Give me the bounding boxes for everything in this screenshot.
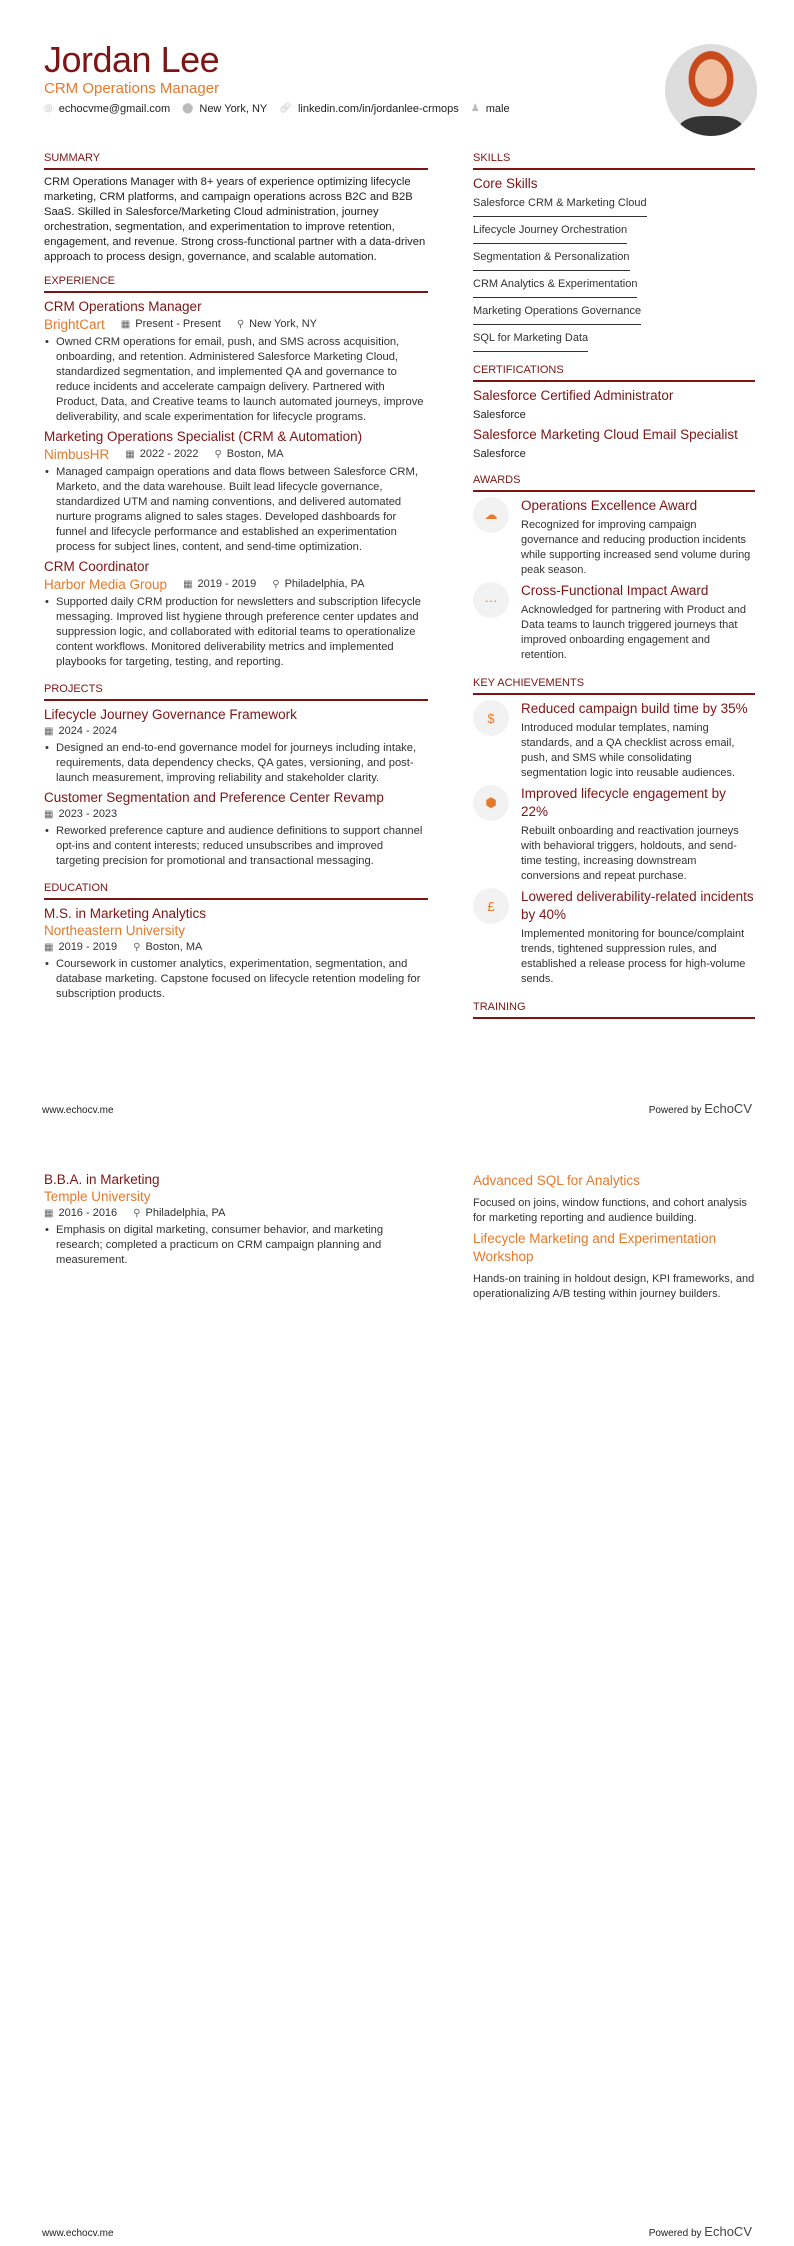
bullet-item: • Managed campaign operations and data flows between Salesforce CRM, Marketo, and the data warehouse. Built lead lifecycle governance, standardized UTM and naming conventions, and delivered automated nurture programs aligned to sales stages. Developed dashboards for funnel and lifecycle performance and established an experimentation process for subject lines, content, and send-time optimization.: [44, 465, 428, 555]
footer-powered: [649, 1102, 752, 1118]
page-2: [0, 1123, 794, 2246]
job-title: CRM Operations Manager: [44, 299, 202, 314]
more-dots-icon: ···: [473, 582, 509, 618]
training-item: [473, 1172, 755, 1226]
education-location: Boston, MA: [145, 941, 203, 953]
education-dates-wrap: [44, 940, 117, 955]
certification-issuer: Salesforce: [473, 409, 526, 421]
certifications-list: [473, 387, 755, 462]
linkedin-link[interactable]: linkedin.com/in/jordanlee-crmops: [297, 103, 459, 115]
education-meta: [44, 940, 428, 955]
company-name: Harbor Media Group: [44, 577, 168, 592]
experience-item: [44, 558, 428, 670]
education-dates: 2016 - 2016: [58, 1207, 118, 1219]
user-icon: ♟: [470, 103, 480, 114]
candidate-name: Jordan Lee: [44, 39, 220, 80]
skills-group-title: Core Skills: [473, 176, 538, 191]
bullet-item: • Owned CRM operations for email, push, and SMS across acquisition, onboarding, and retention. Administered Salesforce Marketing Cloud, standardized segmentation, and implemented QA and governance to reduce incidents and accelerate campaign delivery. Partnered with Product, Data, and Creative teams to launch automated journeys, improve deliverability, and scale experimentation for lifecycle programs.: [44, 335, 428, 425]
award-item: [473, 582, 755, 663]
job-dates-wrap: [183, 577, 256, 592]
education-location: Philadelphia, PA: [145, 1207, 226, 1219]
education-dates: 2019 - 2019: [58, 941, 118, 953]
location-pin-icon: ⬤: [182, 103, 194, 114]
education-list-continued: [44, 1168, 428, 1271]
degree: M.S. in Marketing Analytics: [44, 906, 207, 921]
training-desc: Hands-on training in holdout design, KPI frameworks, and operationalizing A/B testing within journey builders.: [473, 1273, 755, 1300]
right-column: [473, 152, 755, 1024]
project-title: Customer Segmentation and Preference Center Revamp: [44, 790, 384, 805]
project-dates-wrap: [44, 724, 117, 739]
award-item: [473, 497, 755, 578]
job-location-wrap: [237, 317, 317, 332]
training-list: [473, 1168, 755, 1306]
calendar-icon: ▦: [44, 942, 54, 953]
job-bullets: [44, 465, 428, 555]
achievements-heading: KEY ACHIEVEMENTS: [473, 677, 755, 695]
achievement-item-desc: Rebuilt onboarding and reactivation journeys with behavioral triggers, holdouts, and send-time testing, increasing downstream conversions and repeat purchase.: [521, 825, 739, 882]
achievement-item: [473, 785, 755, 884]
job-dates: Present - Present: [135, 318, 221, 330]
dollar-icon: $: [473, 700, 509, 736]
location: New York, NY: [199, 103, 268, 115]
location-pin-icon: ⚲: [214, 449, 222, 460]
degree: B.B.A. in Marketing: [44, 1172, 160, 1187]
education-meta: [44, 1206, 428, 1221]
footer-site[interactable]: www.echocv.me: [42, 2228, 114, 2239]
skills-list: [473, 192, 755, 354]
summary-heading: SUMMARY: [44, 152, 428, 170]
project-dates: 2023 - 2023: [58, 808, 118, 820]
job-meta: [44, 446, 428, 463]
education-location-wrap: [133, 1206, 225, 1221]
award-item-body: [521, 582, 755, 663]
training-title: Lifecycle Marketing and Experimentation Workshop: [473, 1231, 717, 1264]
profile-photo: [665, 44, 757, 136]
job-location: Philadelphia, PA: [284, 578, 365, 590]
email-icon: ◎: [44, 103, 53, 114]
cloud-icon: ☁: [473, 497, 509, 533]
calendar-icon: ▦: [125, 449, 135, 460]
company-name: BrightCart: [44, 317, 105, 332]
skill-item: SQL for Marketing Data: [473, 327, 588, 352]
project-bullets: [44, 741, 428, 786]
certification-name: Salesforce Certified Administrator: [473, 388, 674, 403]
projects-list: [44, 706, 428, 869]
brand-logo[interactable]: EchoCV: [704, 2224, 752, 2239]
pound-icon: £: [473, 888, 509, 924]
projects-heading: PROJECTS: [44, 683, 428, 701]
project-meta: [44, 724, 428, 739]
job-title: CRM Coordinator: [44, 559, 150, 574]
email[interactable]: echocvme@gmail.com: [58, 103, 171, 115]
achievement-item-title: Improved lifecycle engagement by 22%: [521, 786, 726, 819]
bullet-item: • Emphasis on digital marketing, consumer behavior, and marketing research; completed a practicum on CRM campaign planning and measurement.: [44, 1223, 428, 1268]
company-name: NimbusHR: [44, 447, 110, 462]
bullet-item: • Supported daily CRM production for newsletters and subscription lifecycle messaging. Improved list hygiene through preference center updates and suppression logic, and collaborated with editorial teams to operationalize content workflows. Monitored deliverability metrics and implemented playbooks for targeting, testing, and reporting.: [44, 595, 428, 670]
job-meta: [44, 576, 428, 593]
certification-name: Salesforce Marketing Cloud Email Specialist: [473, 427, 738, 442]
calendar-icon: ▦: [44, 809, 54, 820]
calendar-icon: ▦: [183, 579, 193, 590]
project-dates-wrap: [44, 807, 117, 822]
powered-label: Powered by: [648, 2228, 702, 2239]
job-location: New York, NY: [249, 318, 318, 330]
skill-item: Marketing Operations Governance: [473, 300, 641, 325]
bullet-item: • Reworked preference capture and audience definitions to support channel opt-ins and content interests; reduced unsubscribes and improved targeting precision for promotional and transactional messaging.: [44, 824, 428, 869]
job-meta: [44, 316, 428, 333]
achievement-item-body: [521, 888, 755, 987]
job-dates: 2022 - 2022: [139, 448, 199, 460]
experience-item: [44, 428, 428, 555]
awards-heading: AWARDS: [473, 474, 755, 492]
candidate-title: CRM Operations Manager: [44, 80, 220, 97]
award-item-title: Cross-Functional Impact Award: [521, 583, 709, 598]
project-meta: [44, 807, 428, 822]
experience-heading: EXPERIENCE: [44, 275, 428, 293]
job-location: Boston, MA: [226, 448, 284, 460]
project-bullets: [44, 824, 428, 869]
footer-site[interactable]: www.echocv.me: [42, 1105, 114, 1116]
location-pin-icon: ⚲: [133, 942, 141, 953]
brand-logo[interactable]: EchoCV: [704, 1101, 752, 1116]
training-title: Advanced SQL for Analytics: [473, 1173, 640, 1188]
awards-list: [473, 497, 755, 663]
calendar-icon: ▦: [120, 319, 131, 330]
school-name: Northeastern University: [44, 923, 186, 938]
education-bullets: [44, 1223, 428, 1268]
achievement-item-desc: Introduced modular templates, naming standards, and a QA checklist across email, push, and SMS while consolidating segmentation logic into reusable audiences.: [521, 722, 736, 779]
training-item: [473, 1230, 755, 1302]
job-dates-wrap: [121, 317, 221, 332]
experience-list: [44, 298, 428, 670]
school-name: Temple University: [44, 1189, 151, 1204]
calendar-icon: ▦: [44, 1208, 54, 1219]
award-item-title: Operations Excellence Award: [521, 498, 698, 513]
education-bullets: [44, 957, 428, 1002]
link-icon: 🔗︎: [279, 103, 292, 114]
job-bullets: [44, 335, 428, 425]
location-pin-icon: ⚲: [133, 1208, 141, 1219]
education-location-wrap: [133, 940, 202, 955]
award-item-desc: Recognized for improving campaign governance and reducing production incidents while supporting increased send volume during peak season.: [521, 519, 751, 576]
certification-item: [473, 426, 755, 462]
achievement-item-body: [521, 700, 755, 781]
job-bullets: [44, 595, 428, 670]
achievement-item-title: Lowered deliverability-related incidents by 40%: [521, 889, 754, 922]
project-item: [44, 789, 428, 869]
skill-item: Salesforce CRM & Marketing Cloud: [473, 192, 647, 217]
job-dates-wrap: [125, 447, 198, 462]
location-pin-icon: ⚲: [236, 319, 245, 330]
education-list: [44, 905, 428, 1002]
project-title: Lifecycle Journey Governance Framework: [44, 707, 297, 722]
education-item: [44, 905, 428, 1002]
award-item-desc: Acknowledged for partnering with Product and Data teams to launch triggered journeys that improved onboarding engagement and retention.: [521, 604, 747, 661]
award-item-body: [521, 497, 755, 578]
skills-heading: SKILLS: [473, 152, 755, 170]
training-desc: Focused on joins, window functions, and cohort analysis for marketing reporting and audience building.: [473, 1197, 747, 1224]
education-heading: EDUCATION: [44, 882, 428, 900]
skill-item: CRM Analytics & Experimentation: [473, 273, 637, 298]
achievement-item: [473, 700, 755, 781]
achievement-item: [473, 888, 755, 987]
project-item: [44, 706, 428, 786]
location-pin-icon: ⚲: [272, 579, 280, 590]
skill-item: Lifecycle Journey Orchestration: [473, 219, 627, 244]
footer-powered: [649, 2225, 752, 2241]
calendar-icon: ▦: [44, 726, 54, 737]
achievement-item-desc: Implemented monitoring for bounce/complaint trends, tightened suppression rules, and established a release process for high-volume sends.: [521, 928, 746, 985]
job-location-wrap: [272, 577, 364, 592]
gender: male: [485, 103, 510, 115]
powered-label: Powered by: [648, 1105, 702, 1116]
certification-issuer: Salesforce: [473, 448, 526, 460]
summary-text: CRM Operations Manager with 8+ years of experience optimizing lifecycle marketing, CRM platforms, and campaign operations across B2C and B2B SaaS. Skilled in Salesforce/Marketing Cloud administration, journey orchestration, segmentation, and experimentation to improve retention, engagement, and revenue. Strong cross-functional partner with a data-driven approach to process design, governance, and scalable automation.: [44, 176, 426, 263]
job-title: Marketing Operations Specialist (CRM & Automation): [44, 429, 363, 444]
certification-item: [473, 387, 755, 423]
cube-icon: ⬢: [473, 785, 509, 821]
job-dates: 2019 - 2019: [197, 578, 257, 590]
left-column: [44, 152, 428, 1005]
contact-bar: [44, 102, 510, 116]
training-heading: TRAINING: [473, 1001, 755, 1019]
certifications-heading: CERTIFICATIONS: [473, 364, 755, 382]
bullet-item: • Coursework in customer analytics, experimentation, segmentation, and database marketing. Capstone focused on lifecycle retention modeling for subscription products.: [44, 957, 428, 1002]
achievement-item-body: [521, 785, 755, 884]
skill-item: Segmentation & Personalization: [473, 246, 630, 271]
project-dates: 2024 - 2024: [58, 725, 118, 737]
job-location-wrap: [214, 447, 283, 462]
experience-item: [44, 298, 428, 425]
education-item: [44, 1171, 428, 1268]
achievements-list: [473, 700, 755, 987]
achievement-item-title: Reduced campaign build time by 35%: [521, 701, 748, 716]
education-dates-wrap: [44, 1206, 117, 1221]
bullet-item: • Designed an end-to-end governance model for journeys including intake, requirements, data dependency checks, QA gates, versioning, and post-launch measurement, improving reliability and stakeholder clarity.: [44, 741, 428, 786]
